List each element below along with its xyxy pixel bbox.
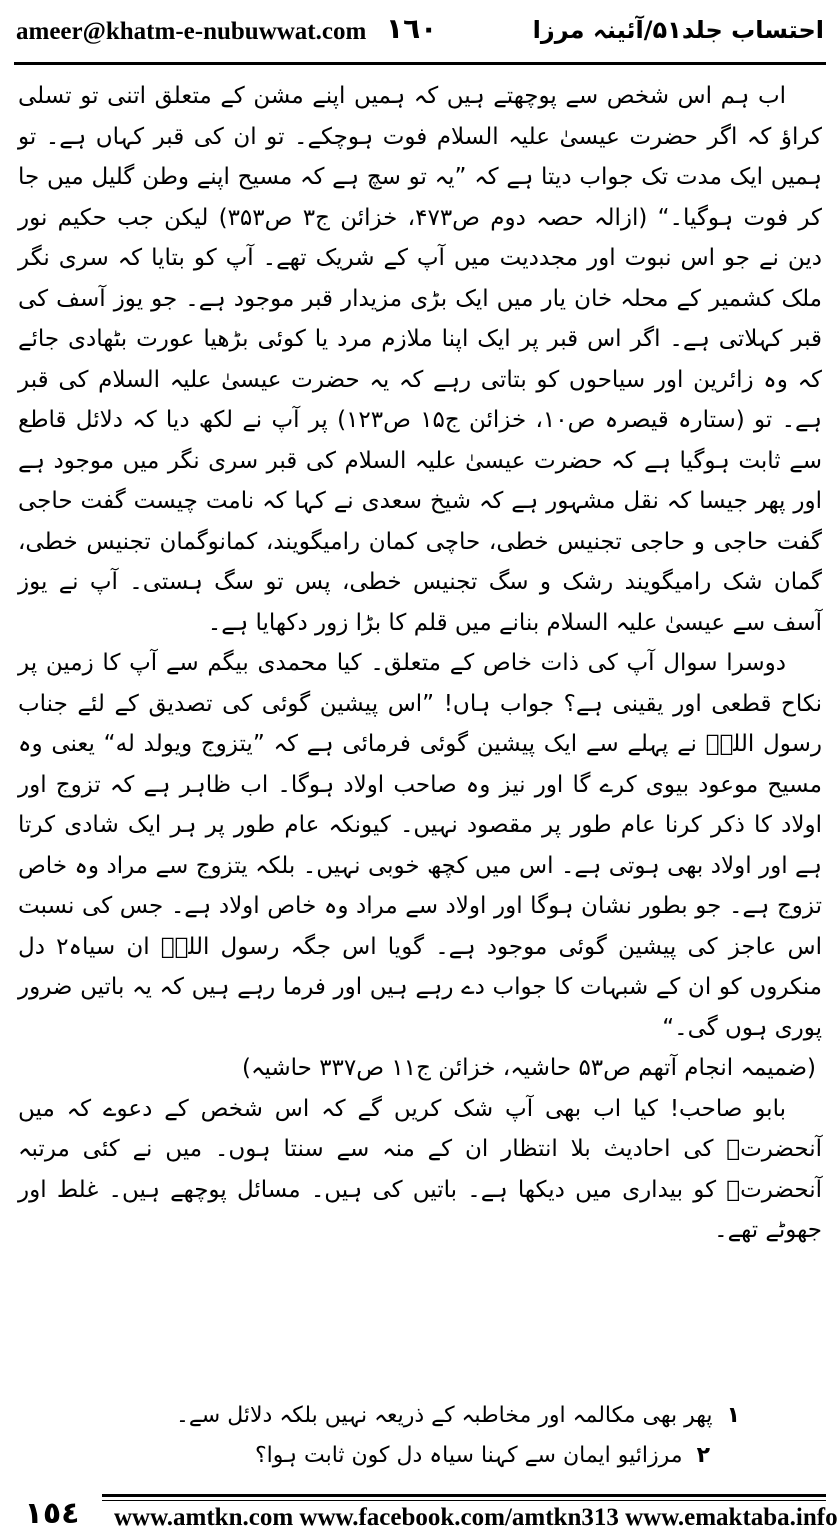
- paragraph-2: دوسرا سوال آپ کی ذات خاص کے متعلق۔ کیا محمدی بیگم سے آپ کا زمین پر نکاح قطعی اور یقینی ہے؟ جواب ہاں! ”اس پیشین گوئی کی تصدیق کے لئے جناب رسول اللہؐ نے پہلے سے ایک پیشین گوئی فرمائی ہے کہ ”یتزوج ویولد له“ یعنی وہ مسیح موعود بیوی کرے گا اور نیز وہ صاحب اولاد ہوگا۔ اب ظاہر ہے کہ تزوج اور اولاد کا ذکر کرنا عام طور پر مقصود نہیں۔ کیونکہ عام طور پر ہر ایک شادی کرتا ہے اور اولاد بھی ہوتی ہے۔ اس میں کچھ خوبی نہیں۔ بلکہ یتزوج سے مراد وہ خاص تزوج ہے۔ جو بطور نشان ہوگا اور اولاد سے مراد وہ خاص اولاد ہے۔ جس کی نسبت اس عاجز کی پیشین گوئی موجود ہے۔ گویا اس جگہ رسول اللہؐ ان سیاہ۲ دل منکروں کو ان کے شبہات کا جواب دے رہے ہیں اور فرما رہے ہیں کہ یہ باتیں ضرور پوری ہوں گی۔“: [18, 650, 823, 1041]
- header-page-number: ١٦٠: [386, 12, 438, 45]
- footnotes: [176, 1396, 740, 1476]
- footer-divider: [102, 1494, 826, 1497]
- footnote-2-mark: ۲: [696, 1443, 710, 1468]
- footnote-1-text: پھر بھی مکالمہ اور مخاطبہ کے ذریعہ نہیں بلکہ دلائل سے۔: [175, 1403, 713, 1428]
- footer-links[interactable]: www.amtkn.com www.facebook.com/amtkn313 www.emaktaba.info: [114, 1504, 838, 1531]
- header-email[interactable]: ameer@khatm-e-nubuwwat.com: [16, 18, 367, 45]
- header-divider: [14, 62, 826, 65]
- header-title: احتساب جلد۵۱/آئینہ مرزا: [532, 16, 824, 44]
- paragraph-1: اب ہم اس شخص سے پوچھتے ہیں کہ ہمیں اپنے مشن کے متعلق اتنی تو تسلی کراؤ کہ اگر حضرت عیسیٰ علیہ السلام فوت ہوچکے۔ تو ان کی قبر کہاں ہے۔ تو ہمیں ایک مدت تک جواب دیتا ہے کہ ”یہ تو سچ ہے کہ مسیح اپنے وطن گلیل میں جا کر فوت ہوگیا۔“ (ازالہ حصہ دوم ص۴۷۳، خزائن ج۳ ص۳۵۳) لیکن جب حکیم نور دین نے جو اس نبوت اور مجددیت میں آپ کے شریک تھے۔ آپ کو بتایا کہ سری نگر ملک کشمیر کے محلہ خان یار میں ایک بڑی مزیدار قبر موجود ہے۔ جو یوز آسف کی قبر کہلاتی ہے۔ اگر اس قبر پر ایک اپنا ملازم مرد یا کوئی بڑھیا عورت بٹھادی جائے کہ وہ زائرین اور سیاحوں کو بتاتی رہے کہ یہ حضرت عیسیٰ علیہ السلام کی قبر ہے۔ تو (ستارہ قیصرہ ص۱۰، خزائن ج۱۵ ص۱۲۳) پر آپ نے لکھ دیا کہ دلائل قاطع سے ثابت ہوگیا ہے کہ حضرت عیسیٰ علیہ السلام کی قبر سری نگر میں موجود ہے اور پھر جیسا کہ نقل مشہور ہے کہ شیخ سعدی نے کہا کہ نامت چیست گفت حاجی گفت حاجی و حاجی تجنیس خطی، حاچی کمان رامیگویند، کمانوگمان تجنیس خطی، گمان شک رامیگویند رشک و سگ تجنیس خطی، پس تو سگ ہستی۔ آپ نے یوز آسف سے عیسیٰ علیہ السلام بنانے میں قلم کا بڑا زور دکھایا ہے۔: [18, 83, 822, 636]
- page-header: [14, 0, 826, 72]
- footnote-2: [176, 1436, 710, 1476]
- footer-divider-thin: [102, 1500, 826, 1501]
- page-body: [18, 76, 822, 1251]
- footer-page-number: ١٥٤: [24, 1495, 80, 1531]
- paragraph-3: بابو صاحب! کیا اب بھی آپ شک کریں گے کہ اس شخص کے دعوے کہ میں آنحضرتؐ کی احادیث بلا انتظار ان کے منہ سے سنتا ہوں۔ میں نے کئی مرتبہ آنحضرتؐ کو بیداری میں دیکھا ہے۔ باتیں کی ہیں۔ مسائل پوچھے ہیں۔ غلط اور جھوٹے تھے۔: [18, 1095, 822, 1243]
- footnote-1-mark: ۱: [726, 1403, 740, 1428]
- page-footer: [14, 1490, 838, 1538]
- footnote-2-text: مرزائیو ایمان سے کہنا سیاہ دل کون ثابت ہوا؟: [254, 1443, 683, 1468]
- citation: (ضمیمہ انجام آتھم ص۵۳ حاشیہ، خزائن ج۱۱ ص۳۳۷ حاشیہ): [242, 1055, 816, 1081]
- footnote-1: [176, 1396, 740, 1436]
